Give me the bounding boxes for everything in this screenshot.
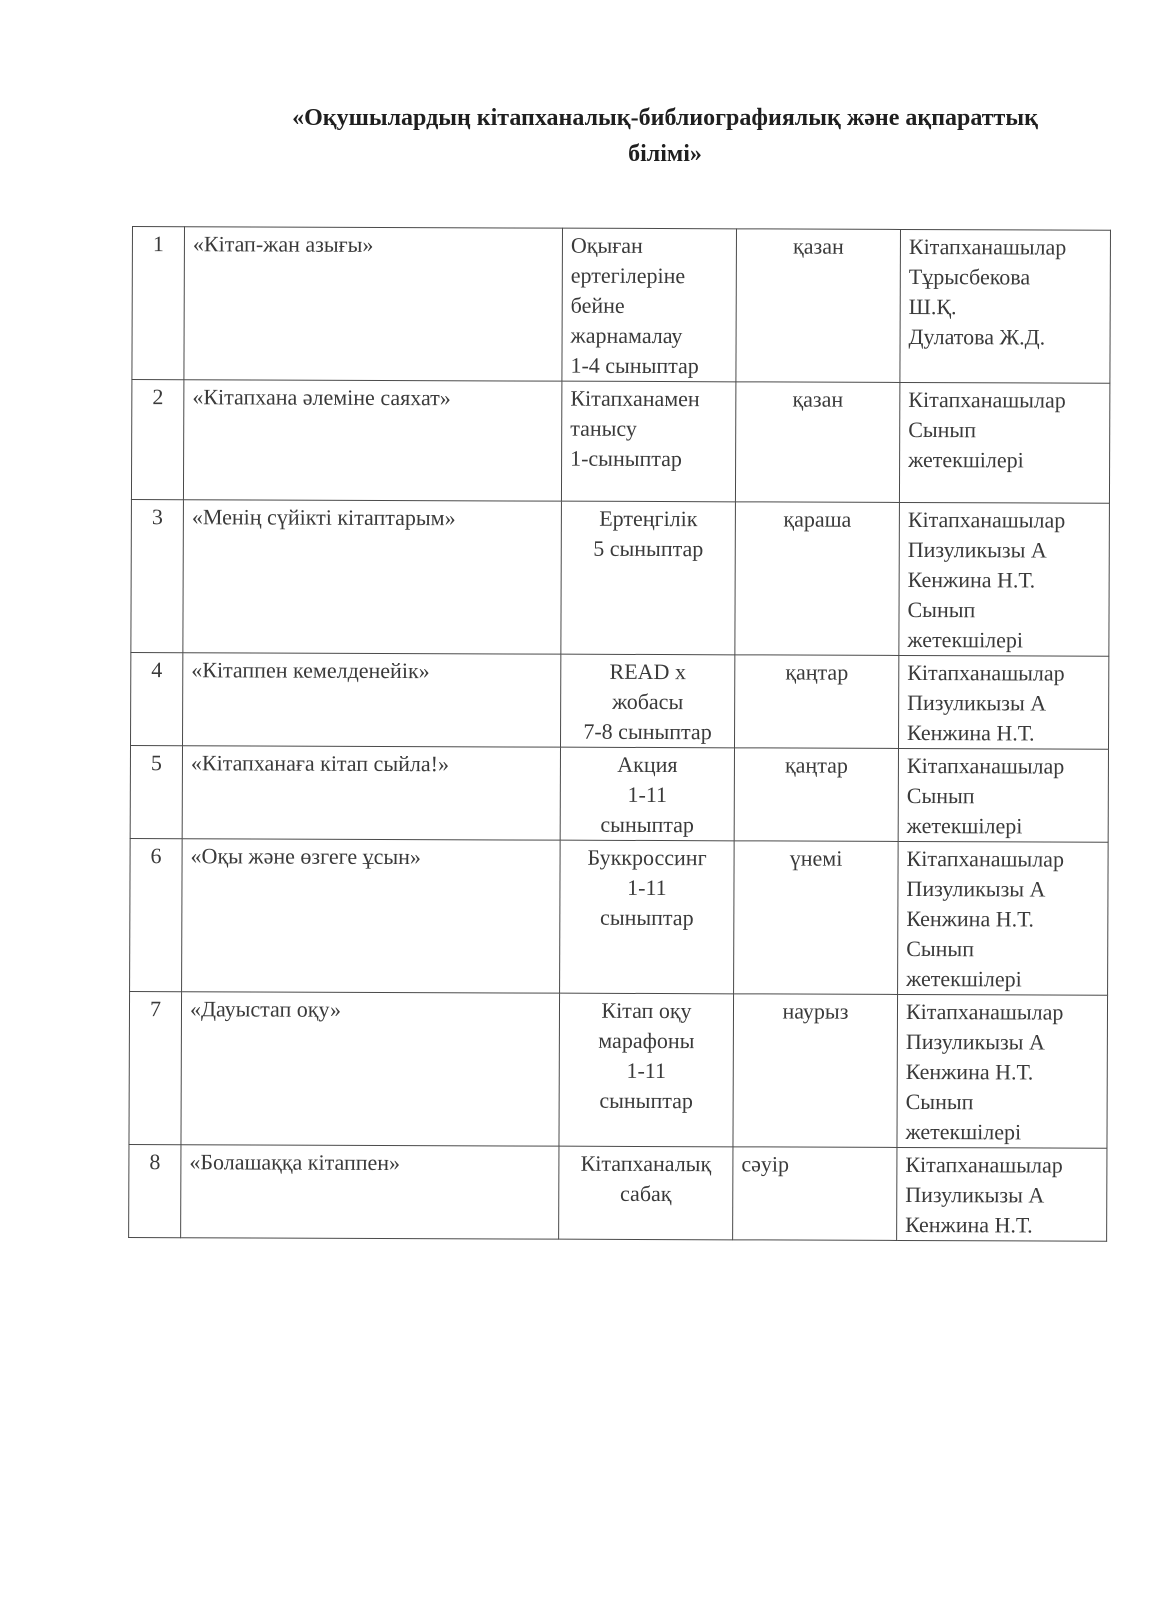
event-date: сәуір <box>733 1147 897 1241</box>
event-responsible: Кітапханашылар Пизуликызы А Кенжина Н.Т. <box>898 655 1108 749</box>
event-responsible: Кітапханашылар Тұрысбекова Ш.Қ. Дулатова Ж.Д. <box>900 229 1111 383</box>
event-date: қаңтар <box>735 655 899 749</box>
table-row <box>129 991 1108 1148</box>
event-responsible: Кітапханашылар Пизуликызы А Кенжина Н.Т. <box>897 1147 1107 1241</box>
event-name: «Кітаппен кемелденейік» <box>183 653 561 747</box>
table-row <box>130 838 1109 995</box>
event-name: «Оқы және өзгеге ұсын» <box>182 839 561 993</box>
event-date: үнемі <box>734 841 899 995</box>
event-form: Кітапханалық сабақ <box>559 1146 733 1240</box>
row-number: 3 <box>131 499 184 652</box>
table-row <box>132 227 1111 384</box>
event-form: Оқыған ертегілеріне бейне жарнамалау 1-4 сыныптар <box>562 228 737 382</box>
event-form: Буккроссинг 1-11 сыныптар <box>560 840 735 994</box>
event-responsible: Кітапханашылар Пизуликызы А Кенжина Н.Т. Сынып жетекшілері <box>898 841 1109 995</box>
event-name: «Менің сүйікті кітаптарым» <box>183 500 562 654</box>
document-title-line-2: білімі» <box>628 141 702 167</box>
event-date: наурыз <box>733 994 898 1148</box>
table-row <box>131 380 1109 504</box>
row-number: 1 <box>132 227 185 380</box>
table-row <box>131 499 1110 656</box>
event-date: қараша <box>735 502 900 656</box>
event-responsible: Кітапханашылар Пизуликызы А Кенжина Н.Т. Сынып жетекшілері <box>897 994 1108 1148</box>
event-date: қазан <box>736 229 901 383</box>
row-number: 2 <box>131 380 183 500</box>
table-row <box>131 652 1109 749</box>
event-name: «Болашаққа кітаппен» <box>181 1145 559 1239</box>
event-responsible: Кітапханашылар Пизуликызы А Кенжина Н.Т. Сынып жетекшілері <box>899 502 1110 656</box>
event-responsible: Кітапханашылар Сынып жетекшілері <box>899 382 1109 503</box>
row-number: 7 <box>129 991 182 1144</box>
row-number: 4 <box>131 652 183 745</box>
event-form: Кітап оқу марафоны 1-11 сыныптар <box>559 993 734 1147</box>
event-form: READ х жобасы 7-8 сыныптар <box>561 654 735 748</box>
event-date: қазан <box>735 382 899 503</box>
event-name: «Кітапхана әлеміне саяхат» <box>183 380 561 501</box>
event-form: Акция 1-11 сыныптар <box>560 747 734 841</box>
event-name: «Кітап-жан азығы» <box>184 227 563 381</box>
table-row <box>129 1144 1107 1241</box>
row-number: 8 <box>129 1144 181 1237</box>
event-form: Ертеңгілік 5 сыныптар <box>561 501 736 655</box>
row-number: 5 <box>130 745 182 838</box>
event-name: «Дауыстап оқу» <box>181 992 560 1146</box>
document-title-line-1: «Оқушылардың кітапханалық-библиографиялық және ақпараттық <box>292 105 1038 131</box>
event-responsible: Кітапханашылар Сынып жетекшілері <box>898 748 1108 842</box>
event-form: Кітапханамен танысу 1-сыныптар <box>561 381 735 502</box>
document-title <box>230 100 1100 172</box>
event-date: қаңтар <box>734 748 898 842</box>
row-number: 6 <box>130 838 183 991</box>
event-name: «Кітапханаға кітап сыйла!» <box>182 746 560 840</box>
table-row <box>130 745 1108 842</box>
events-table <box>128 226 1111 1242</box>
